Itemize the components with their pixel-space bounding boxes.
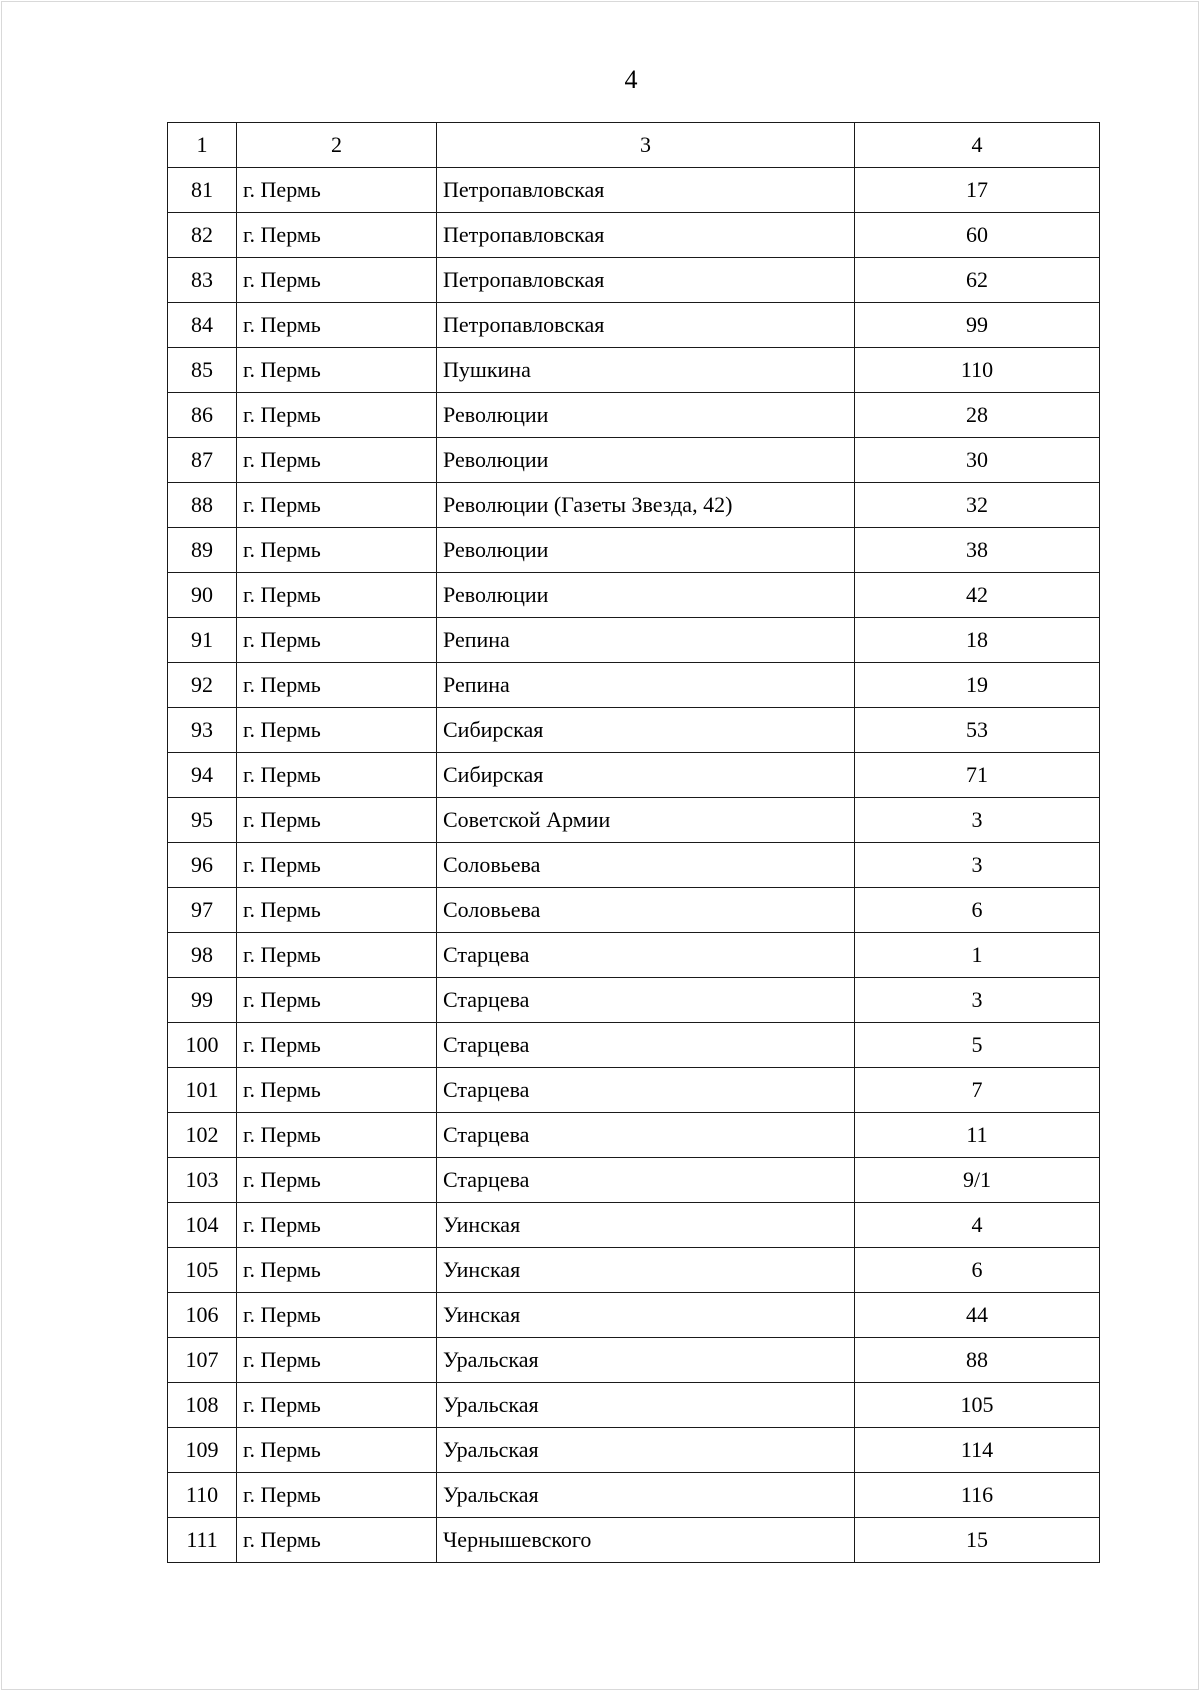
city-cell: г. Пермь (237, 393, 437, 438)
row-number-cell: 111 (168, 1518, 237, 1563)
house-number-cell: 7 (855, 1068, 1100, 1113)
address-table (167, 122, 1100, 1563)
table-row (168, 1023, 1100, 1068)
row-number-cell: 85 (168, 348, 237, 393)
house-number-cell: 32 (855, 483, 1100, 528)
table-row (168, 483, 1100, 528)
street-cell: Соловьева (437, 843, 855, 888)
city-cell: г. Пермь (237, 483, 437, 528)
city-cell: г. Пермь (237, 573, 437, 618)
street-cell: Уральская (437, 1383, 855, 1428)
city-cell: г. Пермь (237, 1338, 437, 1383)
house-number-cell: 42 (855, 573, 1100, 618)
row-number-cell: 101 (168, 1068, 237, 1113)
house-number-cell: 17 (855, 168, 1100, 213)
table-row (168, 1338, 1100, 1383)
city-cell: г. Пермь (237, 303, 437, 348)
house-number-cell: 116 (855, 1473, 1100, 1518)
street-cell: Петропавловская (437, 303, 855, 348)
row-number-cell: 108 (168, 1383, 237, 1428)
row-number-cell: 89 (168, 528, 237, 573)
house-number-cell: 44 (855, 1293, 1100, 1338)
city-cell: г. Пермь (237, 168, 437, 213)
street-cell: Старцева (437, 1068, 855, 1113)
row-number-cell: 107 (168, 1338, 237, 1383)
row-number-cell: 91 (168, 618, 237, 663)
table-row (168, 978, 1100, 1023)
street-cell: Уральская (437, 1473, 855, 1518)
house-number-cell: 62 (855, 258, 1100, 303)
city-cell: г. Пермь (237, 933, 437, 978)
table-row (168, 348, 1100, 393)
table-row (168, 573, 1100, 618)
row-number-cell: 86 (168, 393, 237, 438)
header-cell-street: 3 (437, 123, 855, 168)
city-cell: г. Пермь (237, 1383, 437, 1428)
house-number-cell: 6 (855, 1248, 1100, 1293)
row-number-cell: 105 (168, 1248, 237, 1293)
house-number-cell: 28 (855, 393, 1100, 438)
table-row (168, 888, 1100, 933)
house-number-cell: 114 (855, 1428, 1100, 1473)
street-cell: Старцева (437, 1158, 855, 1203)
street-cell: Революции (437, 438, 855, 483)
city-cell: г. Пермь (237, 528, 437, 573)
row-number-cell: 109 (168, 1428, 237, 1473)
house-number-cell: 15 (855, 1518, 1100, 1563)
street-cell: Петропавловская (437, 213, 855, 258)
table-row (168, 438, 1100, 483)
table-row (168, 1428, 1100, 1473)
row-number-cell: 94 (168, 753, 237, 798)
table-row (168, 258, 1100, 303)
house-number-cell: 9/1 (855, 1158, 1100, 1203)
house-number-cell: 18 (855, 618, 1100, 663)
house-number-cell: 38 (855, 528, 1100, 573)
street-cell: Репина (437, 618, 855, 663)
city-cell: г. Пермь (237, 888, 437, 933)
row-number-cell: 98 (168, 933, 237, 978)
street-cell: Сибирская (437, 753, 855, 798)
table-row (168, 933, 1100, 978)
city-cell: г. Пермь (237, 708, 437, 753)
table-header-row (168, 123, 1100, 168)
row-number-cell: 87 (168, 438, 237, 483)
city-cell: г. Пермь (237, 753, 437, 798)
row-number-cell: 93 (168, 708, 237, 753)
page-number: 4 (624, 65, 638, 94)
street-cell: Революции (437, 528, 855, 573)
street-cell: Петропавловская (437, 168, 855, 213)
city-cell: г. Пермь (237, 1518, 437, 1563)
house-number-cell: 5 (855, 1023, 1100, 1068)
city-cell: г. Пермь (237, 1293, 437, 1338)
city-cell: г. Пермь (237, 1428, 437, 1473)
table-row (168, 1248, 1100, 1293)
street-cell: Революции (437, 393, 855, 438)
city-cell: г. Пермь (237, 1068, 437, 1113)
table-row (168, 1113, 1100, 1158)
house-number-cell: 88 (855, 1338, 1100, 1383)
street-cell: Петропавловская (437, 258, 855, 303)
street-cell: Старцева (437, 933, 855, 978)
table-row (168, 168, 1100, 213)
row-number-cell: 100 (168, 1023, 237, 1068)
street-cell: Пушкина (437, 348, 855, 393)
house-number-cell: 19 (855, 663, 1100, 708)
table-row (168, 1068, 1100, 1113)
table-row (168, 753, 1100, 798)
city-cell: г. Пермь (237, 843, 437, 888)
city-cell: г. Пермь (237, 258, 437, 303)
street-cell: Старцева (437, 1113, 855, 1158)
city-cell: г. Пермь (237, 1023, 437, 1068)
row-number-cell: 84 (168, 303, 237, 348)
table-row (168, 393, 1100, 438)
city-cell: г. Пермь (237, 663, 437, 708)
table-body (168, 123, 1100, 1563)
house-number-cell: 71 (855, 753, 1100, 798)
street-cell: Уральская (437, 1338, 855, 1383)
table-row (168, 663, 1100, 708)
header-cell-city: 2 (237, 123, 437, 168)
header-cell-index: 1 (168, 123, 237, 168)
row-number-cell: 83 (168, 258, 237, 303)
row-number-cell: 92 (168, 663, 237, 708)
city-cell: г. Пермь (237, 978, 437, 1023)
street-cell: Уинская (437, 1248, 855, 1293)
city-cell: г. Пермь (237, 1473, 437, 1518)
row-number-cell: 110 (168, 1473, 237, 1518)
house-number-cell: 6 (855, 888, 1100, 933)
row-number-cell: 81 (168, 168, 237, 213)
table-row (168, 303, 1100, 348)
city-cell: г. Пермь (237, 1158, 437, 1203)
city-cell: г. Пермь (237, 798, 437, 843)
street-cell: Сибирская (437, 708, 855, 753)
row-number-cell: 106 (168, 1293, 237, 1338)
row-number-cell: 97 (168, 888, 237, 933)
street-cell: Уинская (437, 1293, 855, 1338)
table-row (168, 1383, 1100, 1428)
row-number-cell: 102 (168, 1113, 237, 1158)
house-number-cell: 3 (855, 978, 1100, 1023)
city-cell: г. Пермь (237, 348, 437, 393)
house-number-cell: 99 (855, 303, 1100, 348)
street-cell: Уральская (437, 1428, 855, 1473)
city-cell: г. Пермь (237, 1248, 437, 1293)
street-cell: Соловьева (437, 888, 855, 933)
row-number-cell: 99 (168, 978, 237, 1023)
header-cell-house: 4 (855, 123, 1100, 168)
street-cell: Репина (437, 663, 855, 708)
house-number-cell: 3 (855, 798, 1100, 843)
table-row (168, 213, 1100, 258)
row-number-cell: 88 (168, 483, 237, 528)
house-number-cell: 4 (855, 1203, 1100, 1248)
row-number-cell: 104 (168, 1203, 237, 1248)
table-row (168, 843, 1100, 888)
row-number-cell: 103 (168, 1158, 237, 1203)
street-cell: Чернышевского (437, 1518, 855, 1563)
city-cell: г. Пермь (237, 618, 437, 663)
city-cell: г. Пермь (237, 1113, 437, 1158)
house-number-cell: 53 (855, 708, 1100, 753)
table-row (168, 798, 1100, 843)
street-cell: Старцева (437, 978, 855, 1023)
row-number-cell: 95 (168, 798, 237, 843)
table-row (168, 618, 1100, 663)
city-cell: г. Пермь (237, 213, 437, 258)
house-number-cell: 1 (855, 933, 1100, 978)
street-cell: Старцева (437, 1023, 855, 1068)
table-row (168, 1473, 1100, 1518)
street-cell: Революции (437, 573, 855, 618)
table-row (168, 1518, 1100, 1563)
house-number-cell: 60 (855, 213, 1100, 258)
house-number-cell: 3 (855, 843, 1100, 888)
street-cell: Уинская (437, 1203, 855, 1248)
city-cell: г. Пермь (237, 1203, 437, 1248)
house-number-cell: 11 (855, 1113, 1100, 1158)
table-row (168, 708, 1100, 753)
table-row (168, 1203, 1100, 1248)
house-number-cell: 30 (855, 438, 1100, 483)
street-cell: Революции (Газеты Звезда, 42) (437, 483, 855, 528)
row-number-cell: 90 (168, 573, 237, 618)
street-cell: Советской Армии (437, 798, 855, 843)
table-row (168, 1158, 1100, 1203)
city-cell: г. Пермь (237, 438, 437, 483)
table-row (168, 528, 1100, 573)
table-row (168, 1293, 1100, 1338)
row-number-cell: 96 (168, 843, 237, 888)
house-number-cell: 110 (855, 348, 1100, 393)
house-number-cell: 105 (855, 1383, 1100, 1428)
row-number-cell: 82 (168, 213, 237, 258)
